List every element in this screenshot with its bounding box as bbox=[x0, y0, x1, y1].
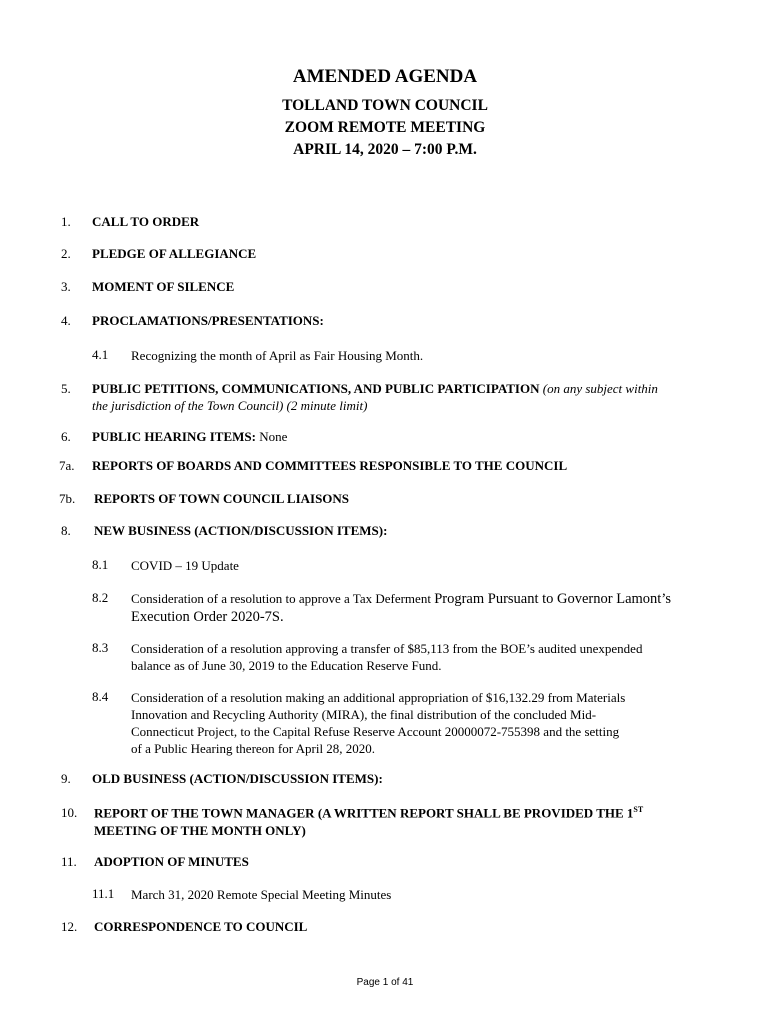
subitem-mira-line4: of a Public Hearing thereon for April 28, 2020. bbox=[131, 741, 376, 756]
subitem-number: 11.1 bbox=[92, 886, 115, 901]
item-reports-liaisons: REPORTS OF TOWN COUNCIL LIAISONS bbox=[94, 491, 350, 506]
council-name: TOLLAND TOWN COUNCIL bbox=[282, 97, 488, 114]
item-new-business: NEW BUSINESS (ACTION/DISCUSSION ITEMS): bbox=[94, 523, 388, 538]
item-call-to-order: CALL TO ORDER bbox=[92, 214, 200, 229]
subitem-tax-deferment-line1-cont: Program Pursuant to Governor Lamont’s bbox=[434, 591, 671, 607]
meeting-date: APRIL 14, 2020 – 7:00 P.M. bbox=[293, 141, 477, 158]
item-pledge: PLEDGE OF ALLEGIANCE bbox=[92, 246, 257, 261]
item-public-hearing-label: PUBLIC HEARING ITEMS: bbox=[92, 429, 256, 444]
item-public-hearing-value: None bbox=[259, 429, 288, 444]
item-number: 12. bbox=[61, 919, 78, 934]
item-number: 1. bbox=[61, 214, 71, 229]
page-number: Page 1 of 41 bbox=[356, 977, 414, 988]
subitem-number: 8.1 bbox=[92, 557, 109, 572]
subitem-tax-deferment bbox=[131, 590, 711, 626]
subitem-fair-housing: Recognizing the month of April as Fair Housing Month. bbox=[131, 348, 424, 363]
item-number: 5. bbox=[61, 381, 71, 396]
item-public-petitions-note: (on any subject within bbox=[542, 381, 658, 396]
subitem-mira-line1: Consideration of a resolution making an additional appropriation of $16,132.29 from Materials bbox=[131, 690, 626, 705]
subitem-covid-update: COVID – 19 Update bbox=[131, 558, 239, 573]
item-moment-of-silence: MOMENT OF SILENCE bbox=[92, 279, 235, 294]
item-number: 7b. bbox=[59, 491, 76, 506]
item-correspondence: CORRESPONDENCE TO COUNCIL bbox=[94, 919, 308, 934]
item-public-petitions-label: PUBLIC PETITIONS, COMMUNICATIONS, AND PUBLIC PARTICIPATION bbox=[92, 381, 540, 396]
item-public-hearing bbox=[92, 429, 287, 445]
item-town-manager-report bbox=[94, 805, 643, 821]
subitem-tax-deferment-line2: Execution Order 2020-7S. bbox=[131, 609, 284, 625]
document-title: AMENDED AGENDA bbox=[292, 66, 478, 87]
item-number: 6. bbox=[61, 429, 71, 444]
item-adoption-of-minutes: ADOPTION OF MINUTES bbox=[94, 854, 249, 869]
item-number: 7a. bbox=[59, 458, 75, 473]
item-town-manager-report-line1: REPORT OF THE TOWN MANAGER (A WRITTEN REPORT SHALL BE PROVIDED THE 1 bbox=[94, 805, 634, 821]
subitem-boe-transfer-line1: Consideration of a resolution approving a transfer of $85,113 from the BOE’s audited unexpended bbox=[131, 641, 643, 656]
subitem-mira-appropriation bbox=[131, 689, 711, 757]
subitem-number: 8.3 bbox=[92, 640, 109, 655]
item-number: 11. bbox=[61, 854, 77, 869]
item-town-manager-report-line2: MEETING OF THE MONTH ONLY) bbox=[94, 823, 306, 838]
item-number: 8. bbox=[61, 523, 71, 538]
subitem-number: 8.4 bbox=[92, 689, 109, 704]
item-reports-boards: REPORTS OF BOARDS AND COMMITTEES RESPONSIBLE TO THE COUNCIL bbox=[92, 458, 568, 473]
subitem-mira-line3: Connecticut Project, to the Capital Refuse Reserve Account 20000072-755398 and the setting bbox=[131, 724, 620, 739]
item-old-business: OLD BUSINESS (ACTION/DISCUSSION ITEMS): bbox=[92, 771, 383, 786]
subitem-number: 8.2 bbox=[92, 590, 109, 605]
item-number: 10. bbox=[61, 805, 78, 820]
item-public-petitions bbox=[92, 381, 658, 397]
item-number: 4. bbox=[61, 313, 71, 328]
subitem-mira-line2: Innovation and Recycling Authority (MIRA), the final distribution of the concluded Mid- bbox=[131, 707, 597, 722]
item-public-petitions-note-cont: the jurisdiction of the Town Council) (2 minute limit) bbox=[92, 398, 368, 413]
subitem-boe-transfer bbox=[131, 640, 711, 674]
item-proclamations: PROCLAMATIONS/PRESENTATIONS: bbox=[92, 313, 324, 328]
item-number: 9. bbox=[61, 771, 71, 786]
subitem-tax-deferment-line1: Consideration of a resolution to approve a Tax Deferment bbox=[131, 591, 435, 606]
subitem-march-minutes: March 31, 2020 Remote Special Meeting Minutes bbox=[131, 887, 392, 902]
item-number: 2. bbox=[61, 246, 71, 261]
subitem-number: 4.1 bbox=[92, 347, 109, 362]
subitem-boe-transfer-line2: balance as of June 30, 2019 to the Education Reserve Fund. bbox=[131, 658, 442, 673]
item-number: 3. bbox=[61, 279, 71, 294]
meeting-type: ZOOM REMOTE MEETING bbox=[284, 119, 486, 136]
superscript-st: ST bbox=[633, 805, 644, 814]
